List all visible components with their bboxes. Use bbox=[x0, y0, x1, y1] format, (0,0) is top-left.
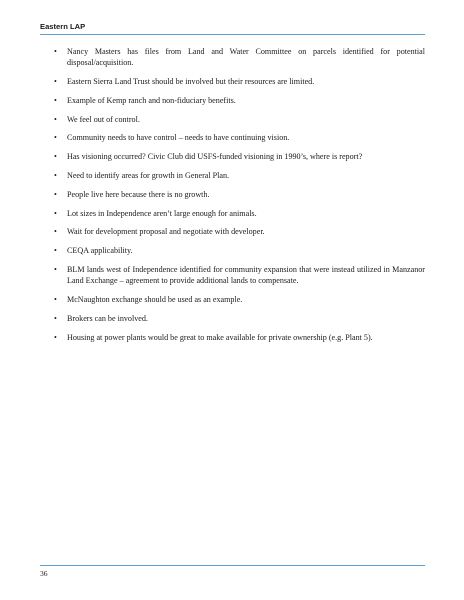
bullet-icon: • bbox=[54, 77, 57, 86]
bullet-icon: • bbox=[54, 170, 57, 180]
list-item-text: Has visioning occurred? Civic Club did USFS-funded visioning in 1990’s, where is report? bbox=[67, 152, 363, 162]
bullet-icon: • bbox=[54, 313, 57, 323]
list-item bbox=[40, 208, 425, 219]
header-rule bbox=[40, 34, 425, 35]
bullet-icon: • bbox=[54, 332, 57, 342]
list-item-text: Wait for development proposal and negotiate with developer. bbox=[67, 227, 265, 237]
list-item bbox=[40, 264, 425, 286]
bullet-icon: • bbox=[54, 246, 57, 256]
bullet-icon: • bbox=[54, 264, 57, 274]
bullet-icon: • bbox=[54, 208, 57, 218]
bullet-icon: • bbox=[54, 152, 57, 162]
list-item-text: Eastern Sierra Land Trust should be involved but their resources are limited. bbox=[67, 77, 315, 86]
bullet-icon: • bbox=[54, 95, 57, 105]
list-item bbox=[40, 189, 425, 200]
list-item-text: McNaughton exchange should be used as an example. bbox=[67, 294, 243, 304]
page-footer bbox=[40, 565, 425, 578]
list-item-text: Need to identify areas for growth in General Plan. bbox=[67, 170, 230, 180]
list-item-text: Lot sizes in Independence aren’t large enough for animals. bbox=[67, 208, 257, 218]
list-item bbox=[40, 95, 425, 106]
list-item bbox=[40, 245, 425, 256]
list-item-text: Example of Kemp ranch and non-fiduciary benefits. bbox=[67, 95, 236, 105]
bullet-icon: • bbox=[54, 294, 57, 304]
list-item bbox=[40, 170, 425, 181]
list-item-text: We feel out of control. bbox=[67, 114, 140, 124]
page-header bbox=[40, 22, 425, 35]
bullet-icon: • bbox=[54, 189, 57, 199]
list-item bbox=[40, 332, 425, 343]
list-item bbox=[40, 114, 425, 125]
bullet-icon: • bbox=[54, 114, 57, 124]
list-item bbox=[40, 226, 425, 237]
list-item bbox=[40, 76, 425, 87]
bullet-icon: • bbox=[54, 47, 57, 56]
list-item-text: Housing at power plants would be great to make available for private ownership (e.g. Plant 5). bbox=[67, 332, 373, 342]
bullet-list bbox=[40, 46, 425, 350]
list-item-text: CEQA applicability. bbox=[67, 246, 133, 256]
list-item-text: Community needs to have control – needs to have continuing vision. bbox=[67, 133, 290, 143]
list-item-text: Nancy Masters has files from Land and Water Committee on parcels identified for potential disposal/acquisition. bbox=[67, 47, 425, 68]
list-item bbox=[40, 294, 425, 305]
document-title: Eastern LAP bbox=[40, 22, 86, 31]
bullet-icon: • bbox=[54, 227, 57, 237]
bullet-icon: • bbox=[54, 133, 57, 143]
list-item bbox=[40, 132, 425, 143]
list-item bbox=[40, 151, 425, 162]
page-number: 36 bbox=[40, 569, 48, 578]
list-item-text: People live here because there is no growth. bbox=[67, 189, 210, 199]
list-item bbox=[40, 46, 425, 68]
list-item-text: Brokers can be involved. bbox=[67, 313, 148, 323]
list-item bbox=[40, 313, 425, 324]
list-item-text: BLM lands west of Independence identified for community expansion that were instead utilized in Manzanor Land Exchange – agreement to provide additional lands to compensate. bbox=[67, 264, 425, 286]
